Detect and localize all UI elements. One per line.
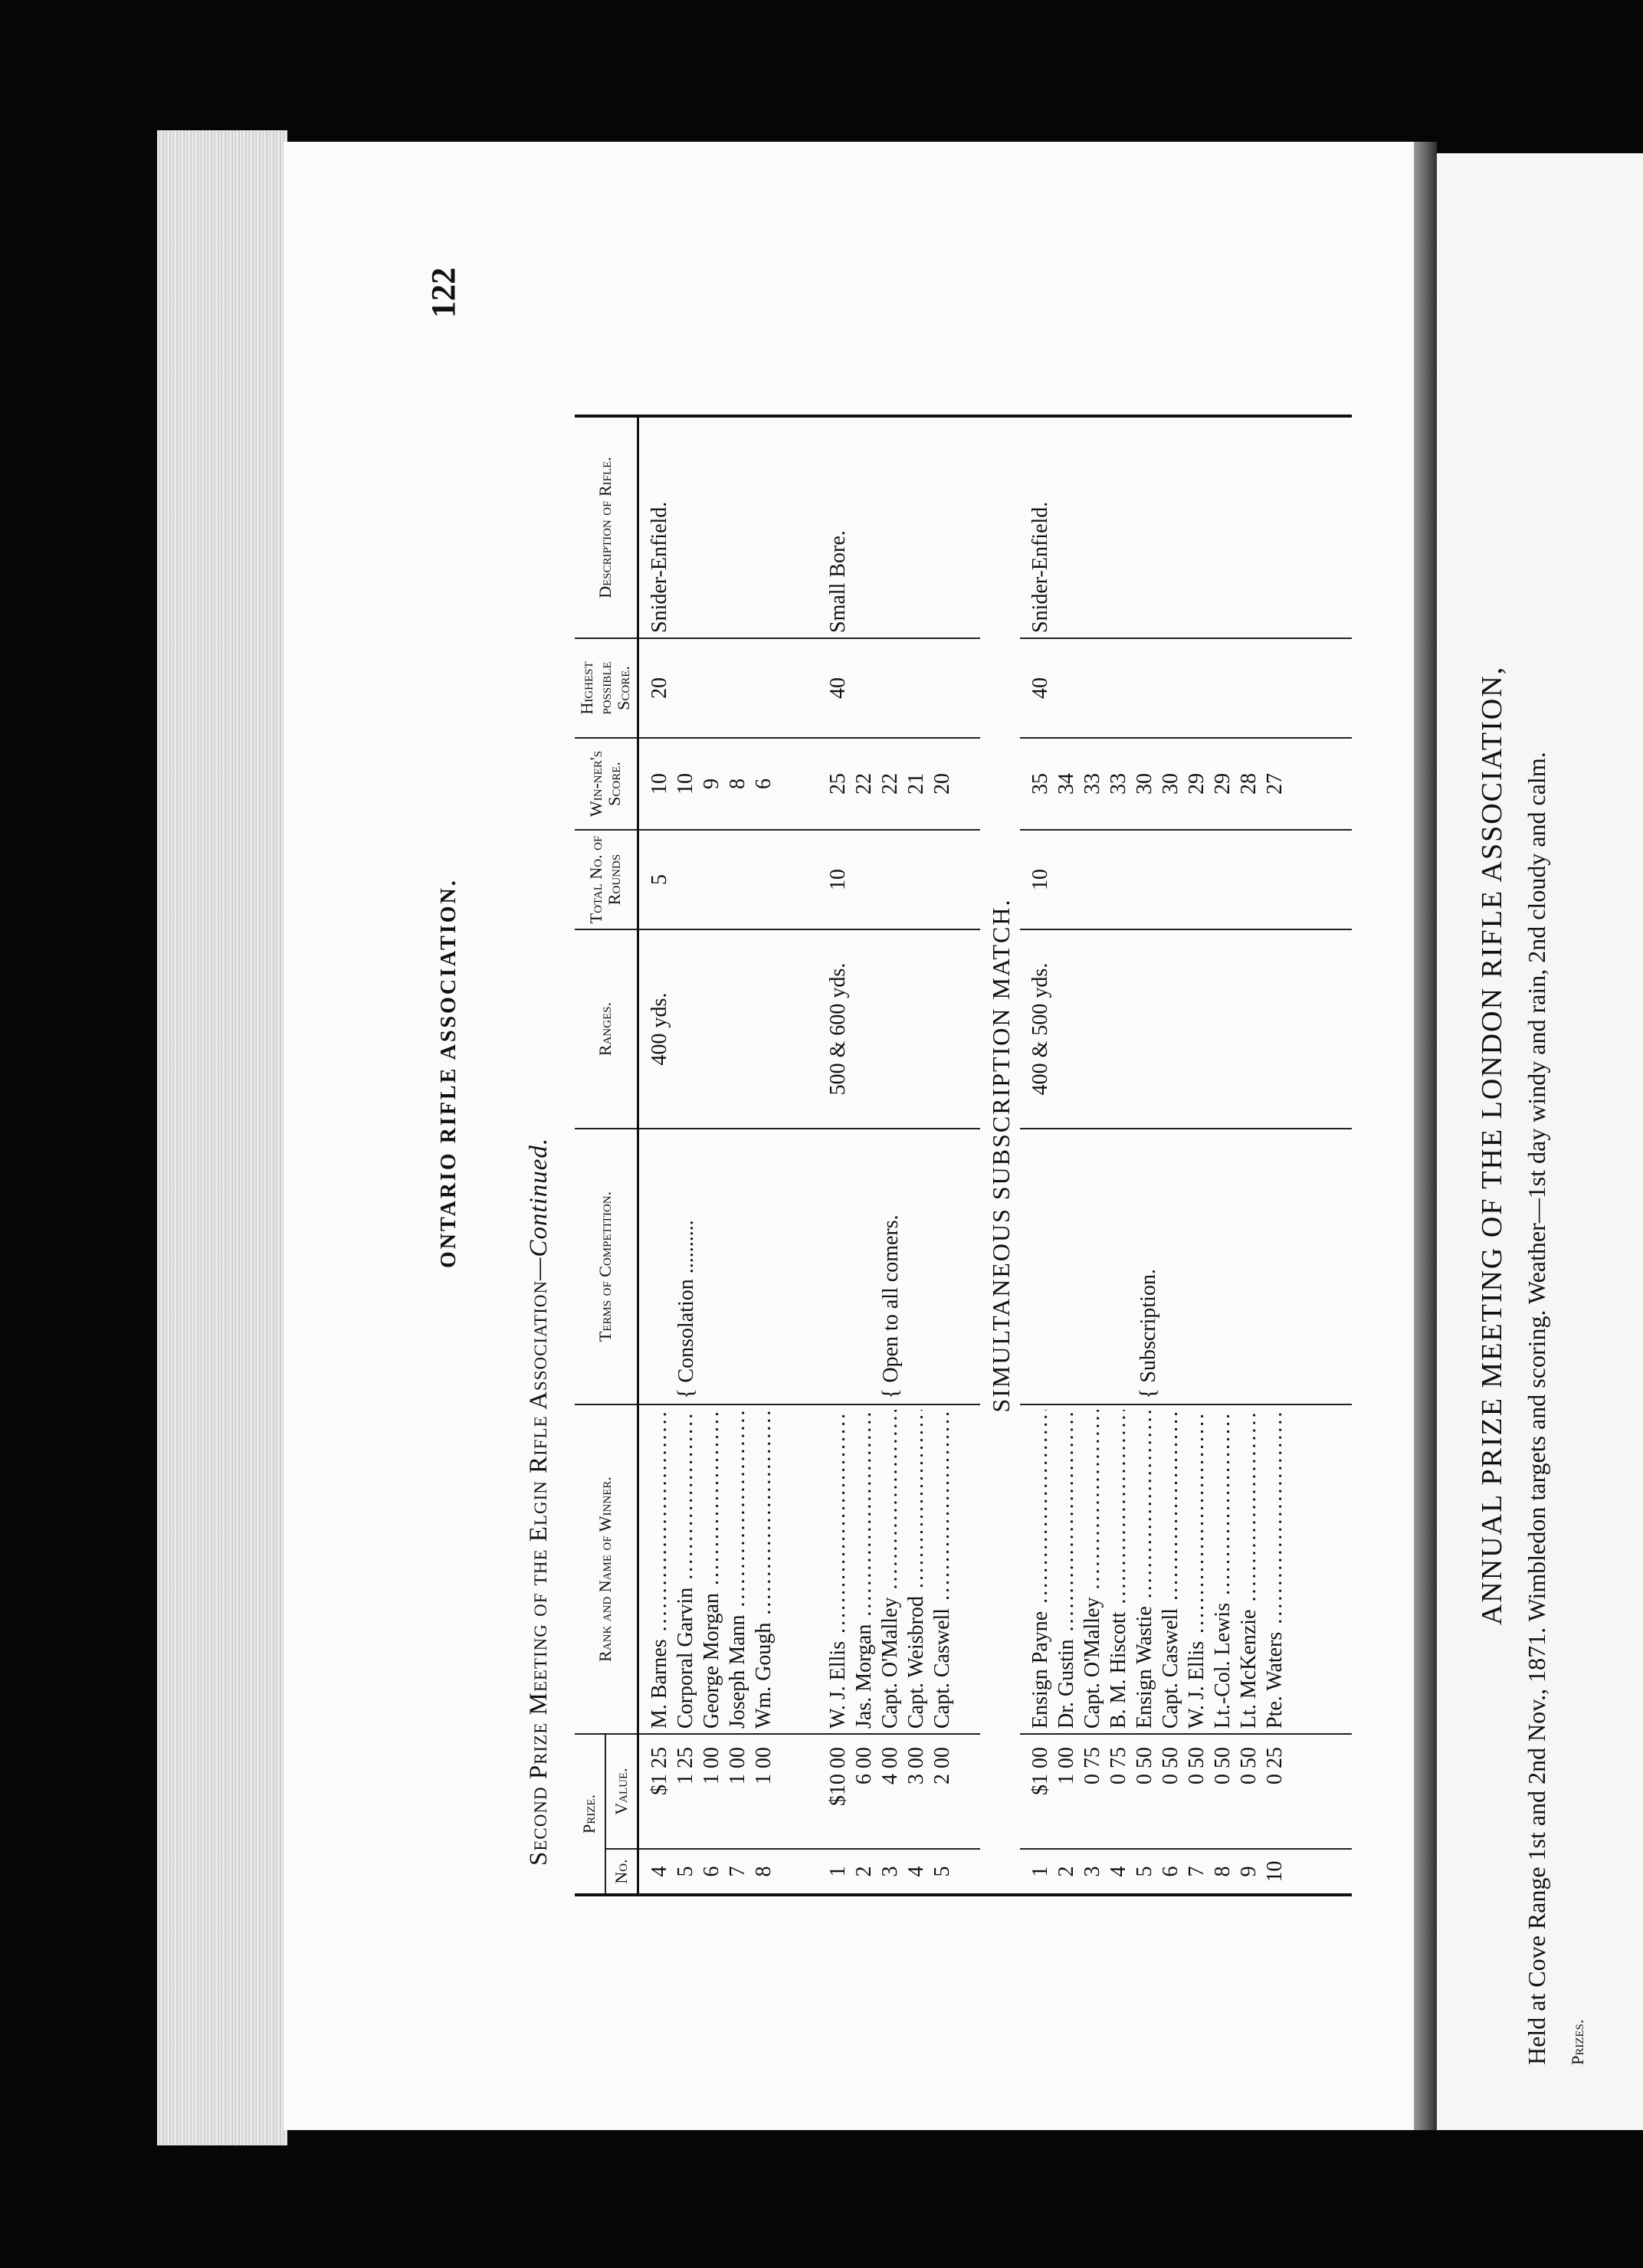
prize-value: 4 00 xyxy=(878,1747,903,1785)
prize-value-cell xyxy=(818,1734,980,1849)
prize-value: $1 25 xyxy=(647,1747,671,1795)
prize-value: $1 00 xyxy=(1028,1747,1052,1795)
winner-name: Ensign Payne ..... xyxy=(1028,1410,1054,1729)
spacer-row xyxy=(1335,416,1352,1895)
winner-name: Dr. Gustin ..... xyxy=(1054,1410,1080,1729)
range-value: 500 & 600 yds. xyxy=(826,962,851,1096)
winner-score: 22 xyxy=(852,773,877,795)
highest-cell xyxy=(638,638,801,738)
highest-cell xyxy=(818,638,980,738)
prize-value: 1 00 xyxy=(751,1747,776,1785)
table-row xyxy=(1020,416,1335,1895)
highest-score: 40 xyxy=(1028,677,1052,699)
ranges-cell xyxy=(1020,929,1335,1129)
rounds-value: 10 xyxy=(1028,869,1052,890)
spacer-row xyxy=(801,416,818,1895)
prize-no: 3 xyxy=(878,1866,903,1877)
rotated-page-content xyxy=(295,165,1414,2126)
scores-cell xyxy=(818,738,980,830)
next-page-column-head: Prizes. xyxy=(1568,2019,1587,2065)
prize-no: 2 xyxy=(1054,1866,1078,1877)
prize-value-cell xyxy=(1020,1734,1335,1849)
brace-icon: { xyxy=(1134,1388,1160,1399)
winner-name: Capt. Weisbrod ..... xyxy=(903,1410,930,1729)
winner-name: Corporal Garvin ..... xyxy=(673,1410,699,1729)
prize-value: 3 00 xyxy=(904,1747,929,1785)
running-title: ONTARIO RIFLE ASSOCIATION. xyxy=(437,878,461,1268)
header-terms: Terms of Competition. xyxy=(575,1129,638,1404)
prize-value: 1 00 xyxy=(699,1747,723,1785)
ranges-cell xyxy=(818,929,980,1129)
header-rank-name: Rank and Name of Winner. xyxy=(575,1404,638,1734)
rifle-cell xyxy=(818,416,980,638)
rifle-description: Small Bore. xyxy=(826,530,851,633)
winner-score: 30 xyxy=(1158,773,1182,795)
rounds-cell xyxy=(638,830,801,929)
winner-name: Capt. O'Malley ..... xyxy=(1080,1410,1106,1729)
winner-score: 22 xyxy=(878,773,903,795)
table-title-main: Second Prize Meeting of the Elgin Rifle Association xyxy=(525,1280,553,1866)
header-description: Description of Rifle. xyxy=(575,416,638,638)
prize-table xyxy=(575,415,1352,1896)
terms-cell xyxy=(638,1129,801,1404)
prize-no: 3 xyxy=(1080,1866,1104,1877)
next-page-heading: ANNUAL PRIZE MEETING OF THE LONDON RIFLE ASSOCIATION, xyxy=(1476,665,1508,1626)
rifle-cell xyxy=(638,416,801,638)
prize-no: 8 xyxy=(751,1866,776,1877)
winner-score: 29 xyxy=(1210,773,1235,795)
winner-names-cell xyxy=(818,1404,980,1734)
winner-name: Capt. O'Malley ..... xyxy=(877,1410,903,1729)
winner-score: 10 xyxy=(647,773,671,795)
winner-name: Capt. Caswell ..... xyxy=(930,1410,956,1729)
winner-score: 9 xyxy=(699,778,723,789)
header-value: Value. xyxy=(605,1734,638,1849)
prize-no: 6 xyxy=(699,1866,723,1877)
prize-value: 0 50 xyxy=(1210,1747,1235,1785)
prize-value: 0 25 xyxy=(1262,1747,1287,1785)
winner-name: Wm. Gough ..... xyxy=(751,1410,777,1729)
prize-no: 7 xyxy=(725,1866,749,1877)
prize-value: 1 00 xyxy=(1054,1747,1078,1785)
winner-score: 27 xyxy=(1262,773,1287,795)
winner-name: Pte. Waters ..... xyxy=(1262,1410,1288,1729)
ranges-cell xyxy=(638,929,801,1129)
header-no: No. xyxy=(605,1849,638,1895)
prize-value-cell xyxy=(638,1734,801,1849)
table-title xyxy=(525,1138,553,1866)
table-row xyxy=(818,416,980,1895)
prize-no: 7 xyxy=(1184,1866,1208,1877)
winner-score: 33 xyxy=(1080,773,1104,795)
prize-value: 0 50 xyxy=(1158,1747,1182,1785)
competition-terms: Subscription. xyxy=(1136,1269,1160,1383)
prize-no-cell xyxy=(638,1849,801,1895)
brace-icon: { xyxy=(672,1388,698,1399)
highest-cell xyxy=(1020,638,1335,738)
prize-no: 1 xyxy=(826,1866,851,1877)
prize-value: 6 00 xyxy=(852,1747,877,1785)
winner-score: 33 xyxy=(1106,773,1130,795)
prize-no-cell xyxy=(818,1849,980,1895)
prize-no-cell xyxy=(1020,1849,1335,1895)
prize-no: 1 xyxy=(1028,1866,1052,1877)
winner-name: Lt.-Col. Lewis ..... xyxy=(1210,1410,1236,1729)
winner-name: Capt. Caswell ..... xyxy=(1158,1410,1184,1729)
range-value: 400 & 500 yds. xyxy=(1028,962,1052,1096)
highest-score: 20 xyxy=(647,677,671,699)
rounds-cell xyxy=(818,830,980,929)
winner-name: W. J. Ellis ..... xyxy=(1184,1410,1210,1729)
prize-value: 0 50 xyxy=(1132,1747,1156,1785)
competition-terms: Open to all comers. xyxy=(879,1214,903,1383)
competition-terms: Consolation .......... xyxy=(674,1220,698,1383)
winner-score: 29 xyxy=(1184,773,1208,795)
prize-no: 8 xyxy=(1210,1866,1235,1877)
book-gutter xyxy=(1414,142,1437,2130)
prize-no: 9 xyxy=(1236,1866,1261,1877)
table-title-continued: —Continued. xyxy=(525,1137,553,1280)
winner-score: 8 xyxy=(725,778,749,789)
scores-cell xyxy=(1020,738,1335,830)
header-highest-score: Highest possible Score. xyxy=(575,638,638,738)
winner-score: 30 xyxy=(1132,773,1156,795)
prize-no: 10 xyxy=(1262,1860,1287,1883)
prize-no: 4 xyxy=(1106,1866,1130,1877)
winner-name: George Morgan ..... xyxy=(699,1410,725,1729)
winner-name: Lt. McKenzie ..... xyxy=(1236,1410,1262,1729)
winner-names-cell xyxy=(638,1404,801,1734)
winner-score: 21 xyxy=(904,773,929,795)
winner-score: 10 xyxy=(673,773,697,795)
right-page xyxy=(1437,153,1643,2130)
rotated-next-page-content xyxy=(1445,165,1636,2126)
prize-value: 1 00 xyxy=(725,1747,749,1785)
rounds-value: 5 xyxy=(647,874,671,885)
page-edge xyxy=(157,130,287,2145)
prize-value: $10 00 xyxy=(826,1747,851,1806)
header-total-rounds: Total No. of Rounds xyxy=(575,830,638,929)
prize-no: 6 xyxy=(1158,1866,1182,1877)
winner-name: W. J. Ellis ..... xyxy=(825,1410,851,1729)
winner-score: 6 xyxy=(751,778,776,789)
rifle-description: Snider-Enfield. xyxy=(647,501,671,633)
winner-name: Jas. Morgan ..... xyxy=(851,1410,877,1729)
prize-no: 4 xyxy=(904,1866,929,1877)
winner-name: Joseph Mann ..... xyxy=(725,1410,751,1729)
winner-score: 35 xyxy=(1028,773,1052,795)
next-page-heading-block xyxy=(1475,226,1588,2065)
winner-name: B. M. Hiscott ..... xyxy=(1106,1410,1132,1729)
left-page xyxy=(284,142,1414,2130)
winner-score: 20 xyxy=(930,773,955,795)
section-heading-row xyxy=(980,416,1020,1895)
highest-score: 40 xyxy=(826,677,851,699)
range-value: 400 yds. xyxy=(647,992,671,1066)
winner-score: 25 xyxy=(826,773,851,795)
scores-cell xyxy=(638,738,801,830)
prize-value: 0 50 xyxy=(1184,1747,1208,1785)
rounds-value: 10 xyxy=(826,869,851,890)
prize-value: 1 25 xyxy=(673,1747,697,1785)
prize-no: 5 xyxy=(673,1866,697,1877)
prize-no: 5 xyxy=(1132,1866,1156,1877)
winner-names-cell xyxy=(1020,1404,1335,1734)
prize-value: 0 75 xyxy=(1106,1747,1130,1785)
brace-icon: { xyxy=(877,1388,903,1399)
prize-no: 4 xyxy=(647,1866,671,1877)
prize-no: 2 xyxy=(852,1866,877,1877)
section-heading: SIMULTANEOUS SUBSCRIPTION MATCH. xyxy=(987,898,1015,1413)
running-head xyxy=(429,215,475,460)
winner-name: M. Barnes ..... xyxy=(647,1410,673,1729)
winner-score: 28 xyxy=(1236,773,1261,795)
table-row xyxy=(638,416,801,1895)
terms-cell xyxy=(1020,1129,1335,1404)
prize-value: 2 00 xyxy=(930,1747,955,1785)
rifle-description: Snider-Enfield. xyxy=(1028,501,1052,633)
prize-value: 0 75 xyxy=(1080,1747,1104,1785)
next-page-subheading: Held at Cove Range 1st and 2nd Nov., 1871. Wimbledon targets and scoring. Weather—1st day windy and rain, 2nd cloudy and calm. xyxy=(1523,752,1550,2065)
winner-score: 34 xyxy=(1054,773,1078,795)
page-number: 122 xyxy=(425,267,462,318)
rounds-cell xyxy=(1020,830,1335,929)
header-winners-score: Win-ner's Score. xyxy=(575,738,638,830)
winner-name: Ensign Wastie ..... xyxy=(1132,1410,1158,1729)
prize-value: 0 50 xyxy=(1236,1747,1261,1785)
header-prize: Prize. xyxy=(575,1734,605,1895)
prize-no: 5 xyxy=(930,1866,955,1877)
header-ranges: Ranges. xyxy=(575,929,638,1129)
terms-cell xyxy=(818,1129,980,1404)
rifle-cell xyxy=(1020,416,1335,638)
